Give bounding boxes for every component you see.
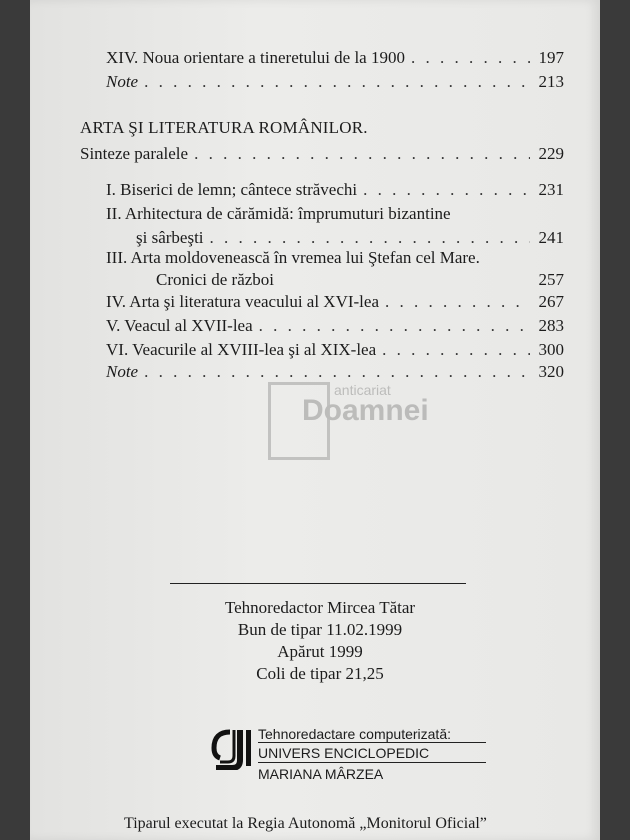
- publisher-logo-icon: [210, 726, 254, 770]
- separator-rule: [170, 583, 466, 584]
- toc-entry: [106, 362, 564, 382]
- imprint-line: Bun de tipar 11.02.1999: [237, 620, 403, 639]
- toc-entry-label: Note: [106, 72, 139, 91]
- publisher-rule: [258, 762, 486, 763]
- toc-entry-page: 197: [538, 48, 564, 67]
- toc-entry-page: 241: [538, 228, 564, 247]
- toc-entry-page: 257: [538, 270, 564, 289]
- toc-entry-label: IV. Arta şi literatura veacului al XVI-lea: [106, 292, 379, 311]
- watermark: [268, 380, 438, 460]
- toc-entry: [106, 72, 564, 92]
- toc-entry: [106, 292, 564, 312]
- toc-entry-label: I. Biserici de lemn; cântece străvechi: [106, 180, 358, 199]
- watermark-big-text: Doamnei: [302, 394, 429, 427]
- toc-entry: [106, 48, 564, 68]
- leader-dots: [385, 292, 530, 312]
- toc-entry-label: VI. Veacurile al XVIII-lea şi al XIX-lea: [106, 340, 377, 359]
- toc-entry: [80, 144, 564, 164]
- imprint-line: Apărut 1999: [277, 642, 363, 661]
- toc-entry: [106, 180, 564, 200]
- book-page: [30, 0, 600, 840]
- toc-entry: [106, 340, 564, 360]
- toc-entry-page: 267: [538, 292, 564, 311]
- imprint-line: Tehnoredactor Mircea Tătar: [224, 598, 416, 617]
- publisher-line: Tehnoredactare computerizată:: [258, 726, 451, 742]
- leader-dots: [259, 316, 530, 336]
- toc-entry: [156, 270, 564, 290]
- toc-entry: [136, 228, 564, 248]
- imprint-line: Coli de tipar 21,25: [256, 664, 384, 683]
- section-heading: ARTA ŞI LITERATURA ROMÂNILOR.: [80, 118, 368, 137]
- toc-entry-label: Cronici de război: [156, 270, 275, 289]
- toc-entry-page: 300: [538, 340, 564, 359]
- toc-entry-label: Note: [106, 362, 139, 381]
- watermark-small-text: anticariat: [334, 382, 391, 398]
- leader-dots: [194, 144, 530, 164]
- toc-entry-label: XIV. Noua orientare a tineretului de la 1900: [106, 48, 405, 67]
- toc-entry-label: II. Arhitectura de cărămidă: împrumuturi bizantine: [106, 204, 451, 223]
- toc-entry-label: V. Veacul al XVII-lea: [106, 316, 253, 335]
- leader-dots: [411, 48, 530, 68]
- publisher-line: UNIVERS ENCICLOPEDIC: [258, 745, 430, 761]
- leader-dots: [144, 72, 530, 92]
- toc-entry-page: 229: [538, 144, 564, 163]
- leader-dots: [363, 180, 530, 200]
- leader-dots: [144, 362, 530, 382]
- toc-entry: [106, 316, 564, 336]
- toc-entry-label: şi sârbeşti: [136, 228, 204, 247]
- publisher-rule: [258, 742, 486, 743]
- leader-dots: [382, 340, 530, 360]
- toc-entry-page: 320: [538, 362, 564, 381]
- publisher-line: MARIANA MÂRZEA: [258, 766, 384, 782]
- toc-entry-page: 213: [538, 72, 564, 91]
- leader-dots: [210, 228, 530, 248]
- toc-entry-label: Sinteze paralele: [80, 144, 189, 163]
- printer-credit: Tiparul executat la Regia Autonomă „Monitorul Oficial”: [124, 815, 487, 832]
- toc-entry-page: 231: [538, 180, 564, 199]
- toc-entry-page: 283: [538, 316, 564, 335]
- toc-entry-label: III. Arta moldovenească în vremea lui Ştefan cel Mare.: [106, 248, 480, 267]
